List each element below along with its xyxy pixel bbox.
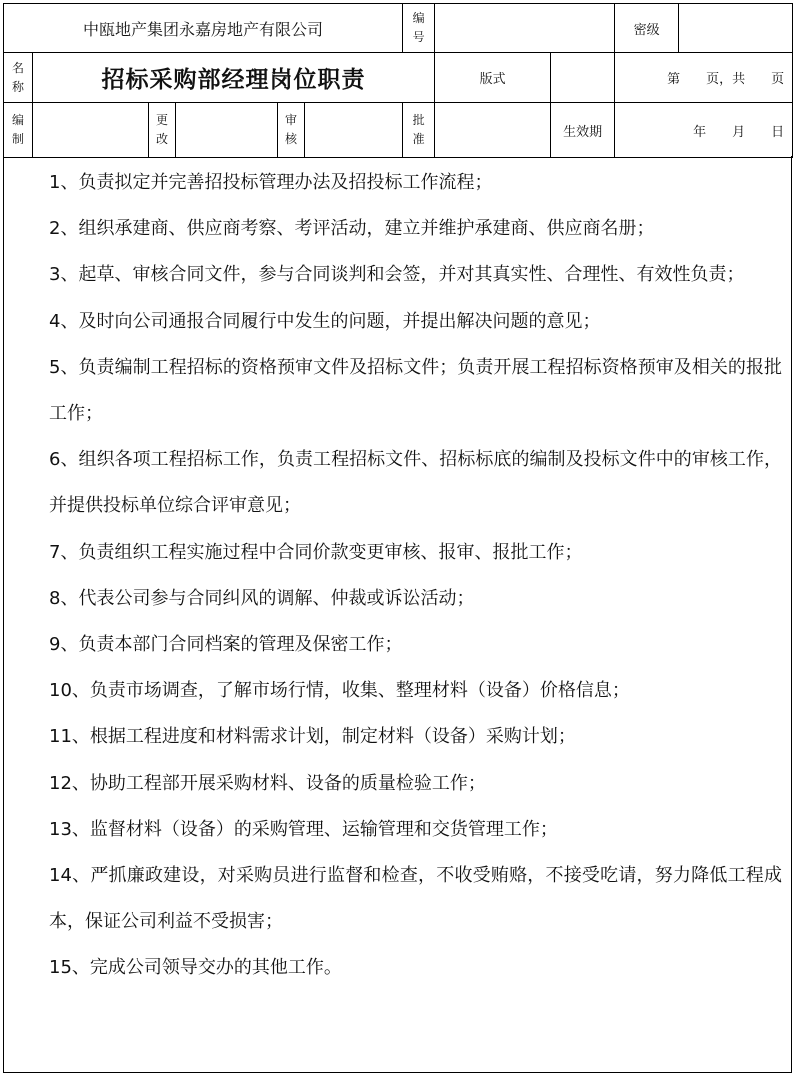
effective-label: 生效期 [551,103,615,158]
change-value [176,103,278,158]
duty-item: 2、组织承建商、供应商考察、考评活动，建立并维护承建商、供应商名册； [49,218,655,240]
name-label-cell [4,53,33,103]
duty-item: 15、完成公司领导交办的其他工作。 [49,957,342,979]
name-label: 名称 [12,60,25,94]
duty-item: 5、负责编制工程招标的资格预审文件及招标文件；负责开展工程招标资格预审及相关的报批工作； [49,356,782,425]
duty-item: 7、负责组织工程实施过程中合同价款变更审核、报审、报批工作； [49,541,583,563]
duty-item: 12、协助工程部开展采购材料、设备的质量检验工作； [49,772,486,794]
review-value [305,103,403,158]
number-label-cell [403,4,435,53]
compile-label-cell [4,103,33,158]
duty-item: 4、及时向公司通报合同履行中发生的问题，并提出解决问题的意见； [49,310,601,332]
review-label-cell [278,103,305,158]
header-table [3,3,793,158]
duty-item: 1、负责拟定并完善招投标管理办法及招投标工作流程； [49,172,493,193]
change-label-cell [149,103,176,158]
duty-item: 9、负责本部门合同档案的管理及保密工作； [49,634,403,656]
duty-item: 11、根据工程进度和材料需求计划，制定材料（设备）采购计划； [49,726,576,748]
approve-value [435,103,551,158]
page-count: 第 页，共 页 [615,53,793,103]
approve-label: 批准 [412,113,425,146]
duty-item: 10、负责市场调查，了解市场行情，收集、整理材料（设备）价格信息； [49,680,630,702]
number-value [435,4,615,53]
duty-item: 8、代表公司参与合同纠风的调解、仲裁或诉讼活动； [49,587,475,609]
secret-value [679,4,793,53]
compile-value [33,103,149,158]
approve-label-cell [403,103,435,158]
change-label: 更改 [156,113,169,146]
version-value [551,53,615,103]
duty-item: 6、组织各项工程招标工作，负责工程招标文件、招标标底的编制及投标文件中的审核工作，并提供投标单位综合评审意见； [49,449,782,517]
document-title: 招标采购部经理岗位职责 [33,53,435,103]
review-label: 审核 [285,113,298,146]
duty-item: 13、监督材料（设备）的采购管理、运输管理和交货管理工作； [49,818,558,840]
duties-list [49,160,782,992]
company-name: 中瓯地产集团永嘉房地产有限公司 [4,4,403,53]
number-label: 编号 [412,11,425,44]
version-label: 版式 [435,53,551,103]
duty-item: 14、严抓廉政建设，对采购员进行监督和检查，不收受贿赂，不接受吃请，努力降低工程成本，保证公司利益不受损害； [49,865,782,933]
duty-item: 3、起草、审核合同文件，参与合同谈判和会签，并对其真实性、合理性、有效性负责； [49,264,745,286]
effective-date: 年 月 日 [615,103,793,158]
secret-label: 密级 [615,4,679,53]
compile-label: 编制 [12,113,25,146]
